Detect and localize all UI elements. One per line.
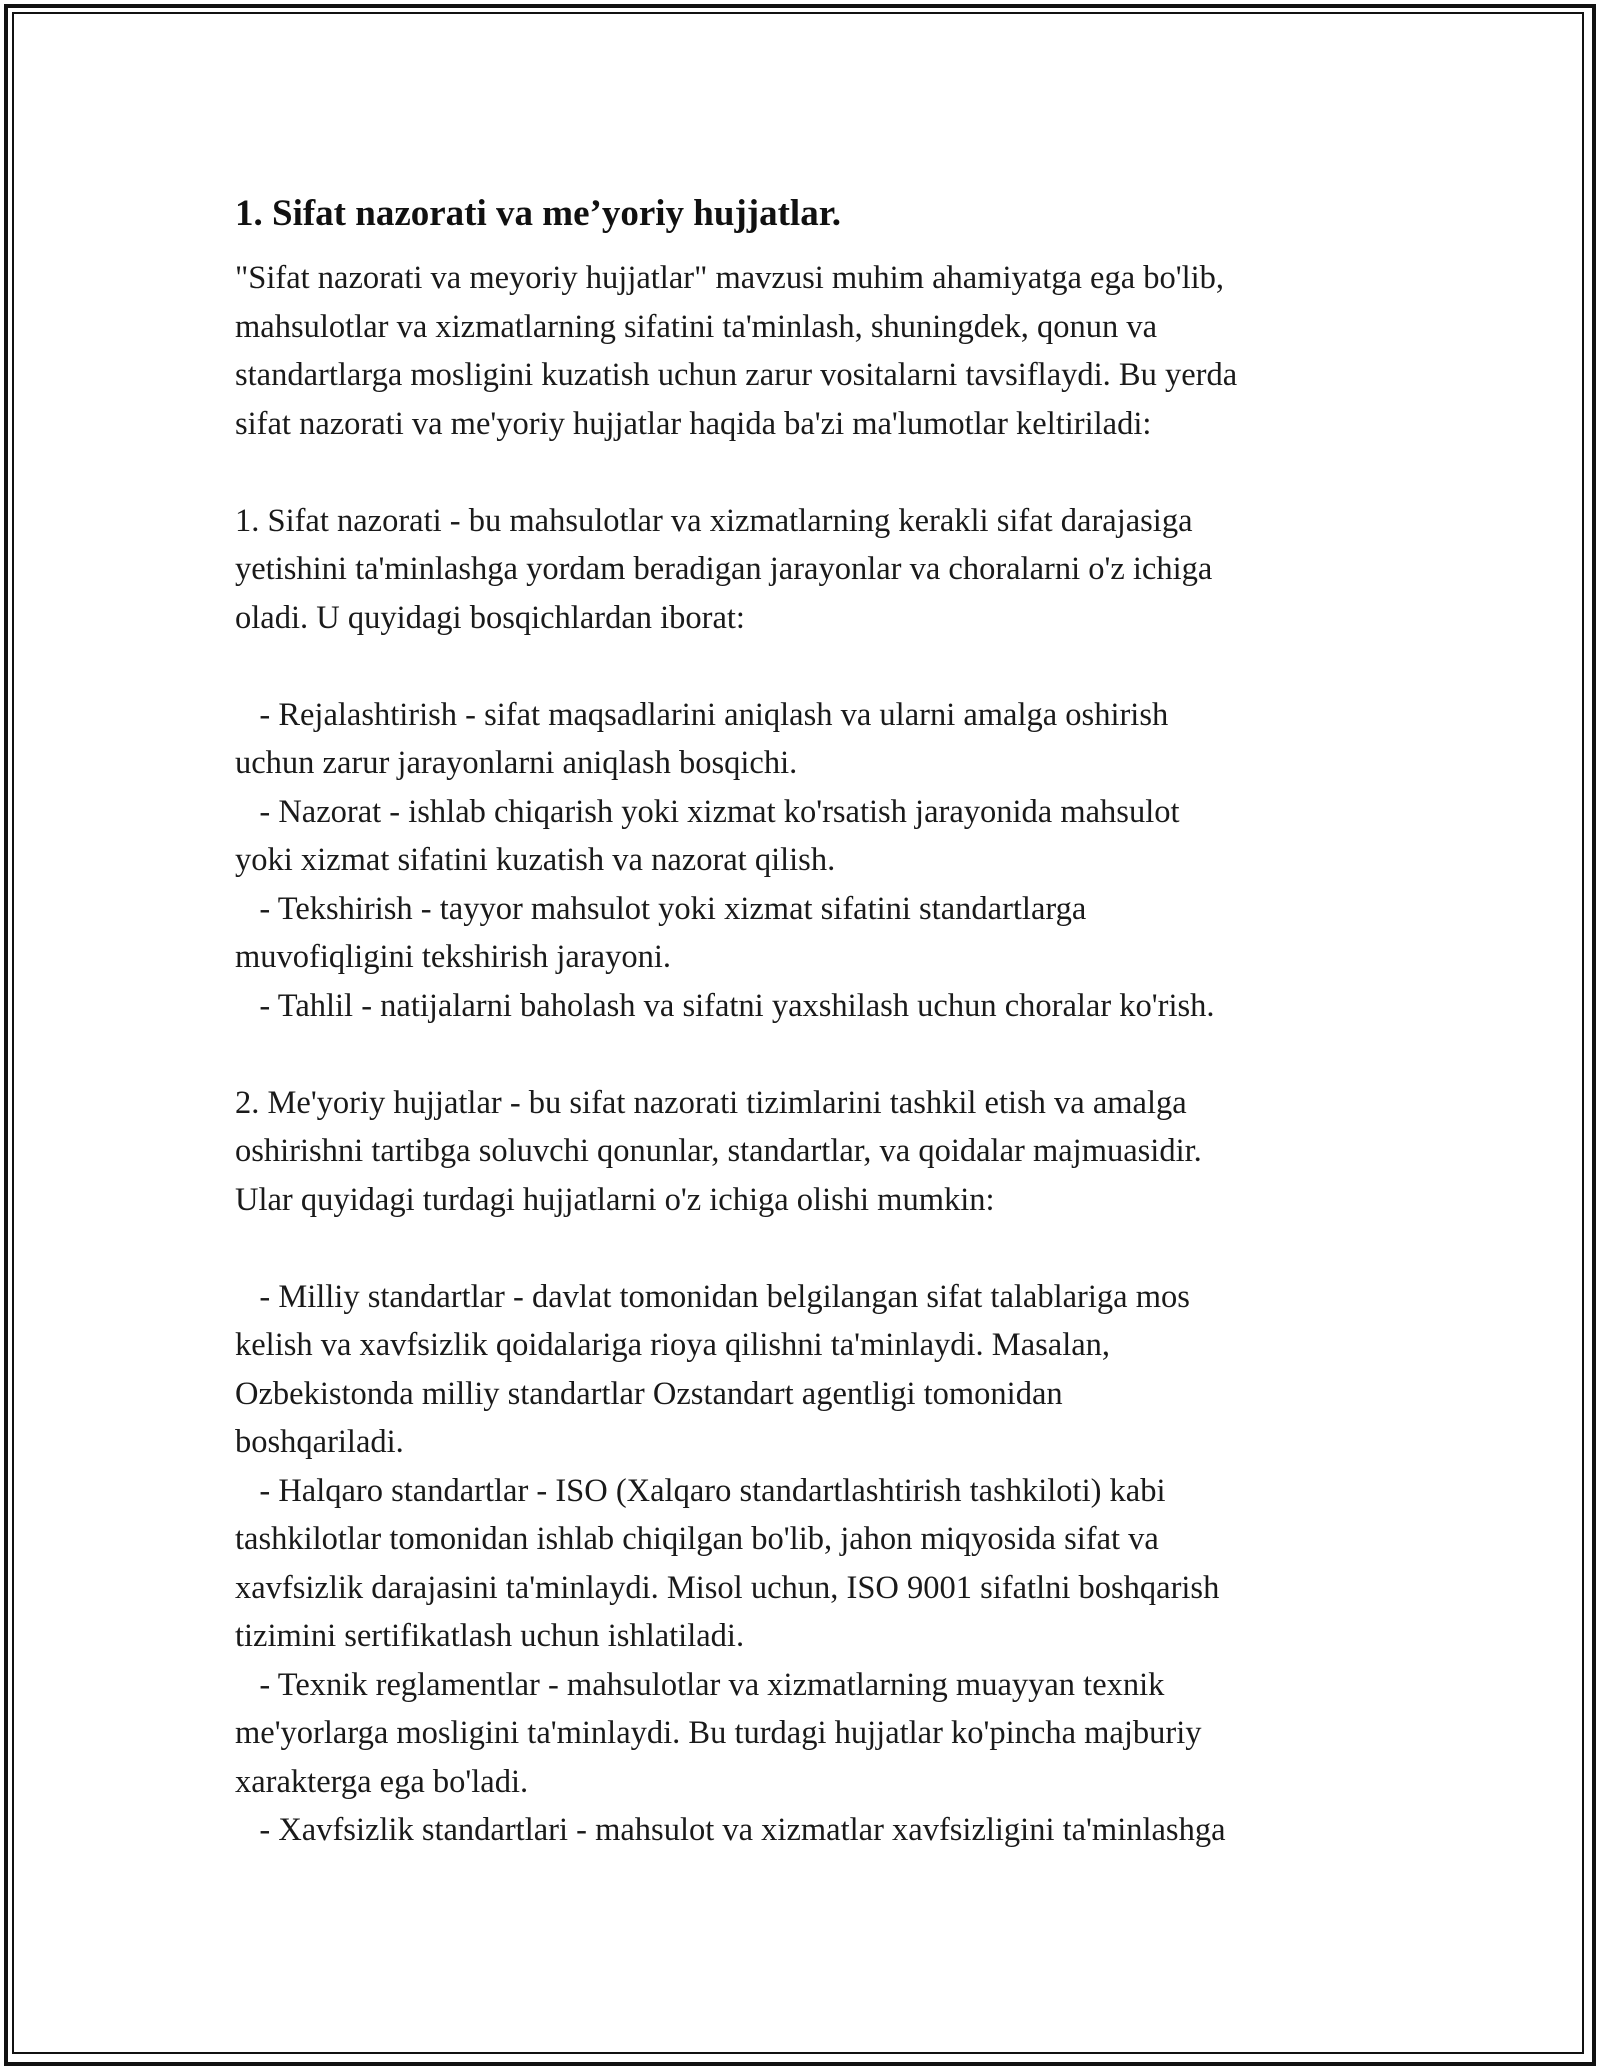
text-line: boshqariladi.	[235, 1424, 404, 1460]
text-line: sifat nazorati va me'yoriy hujjatlar haqida ba'zi ma'lumotlar keltiriladi:	[235, 405, 1152, 442]
text-line: me'yorlarga mosligini ta'minlaydi. Bu turdagi hujjatlar ko'pincha majburiy	[235, 1715, 1202, 1751]
blank-line	[235, 448, 1385, 497]
text-line: 1. Sifat nazorati - bu mahsulotlar va xizmatlarning kerakli sifat darajasiga	[235, 502, 1193, 539]
text-line: Ozbekistonda milliy standartlar Ozstandart agentligi tomonidan	[235, 1375, 1063, 1412]
text-line: uchun zarur jarayonlarni aniqlash bosqichi.	[235, 745, 798, 781]
section-heading: 1. Sifat nazorati va me’yoriy hujjatlar.	[235, 193, 841, 234]
document-body	[235, 186, 1385, 1855]
text-line: oladi. U quyidagi bosqichlardan iborat:	[235, 599, 745, 636]
blank-line	[235, 1030, 1385, 1079]
text-line: - Xavfsizlik standartlari - mahsulot va xizmatlar xavfsizligini ta'minlashga	[235, 1812, 1226, 1848]
text-line: xavfsizlik darajasini ta'minlaydi. Misol uchun, ISO 9001 sifatlni boshqarish	[235, 1569, 1220, 1606]
text-line: tashkilotlar tomonidan ishlab chiqilgan bo'lib, jahon miqyosida sifat va	[235, 1521, 1159, 1557]
text-line: - Nazorat - ishlab chiqarish yoki xizmat ko'rsatish jarayonida mahsulot	[235, 793, 1180, 830]
text-line: - Milliy standartlar - davlat tomonidan belgilangan sifat talablariga mos	[235, 1278, 1190, 1315]
text-line: standartlarga mosligini kuzatish uchun zarur vositalarni tavsiflaydi. Bu yerda	[235, 357, 1238, 393]
text-line: xarakterga ega bo'ladi.	[235, 1763, 529, 1800]
text-line: kelish va xavfsizlik qoidalariga rioya qilishni ta'minlaydi. Masalan,	[235, 1327, 1111, 1363]
text-line: - Halqaro standartlar - ISO (Xalqaro standartlashtirish tashkiloti) kabi	[235, 1472, 1166, 1509]
blank-line	[235, 642, 1385, 691]
text-line: - Texnik reglamentlar - mahsulotlar va xizmatlarning muayyan texnik	[235, 1666, 1165, 1703]
text-line: oshirishni tartibga soluvchi qonunlar, standartlar, va qoidalar majmuasidir.	[235, 1133, 1202, 1169]
text-line: - Tahlil - natijalarni baholash va sifatni yaxshilash uchun choralar ko'rish.	[235, 987, 1215, 1024]
text-line: - Rejalashtirish - sifat maqsadlarini aniqlash va ularni amalga oshirish	[235, 696, 1169, 733]
text-line: 2. Me'yoriy hujjatlar - bu sifat nazorati tizimlarini tashkil etish va amalga	[235, 1084, 1187, 1121]
paragraph-lines	[235, 254, 1385, 1855]
text-line: muvofiqligini tekshirish jarayoni.	[235, 939, 671, 975]
text-line: "Sifat nazorati va meyoriy hujjatlar" mavzusi muhim ahamiyatga ega bo'lib,	[235, 260, 1225, 296]
text-line: Ular quyidagi turdagi hujjatlarni o'z ichiga olishi mumkin:	[235, 1181, 995, 1218]
text-line: - Tekshirish - tayyor mahsulot yoki xizmat sifatini standartlarga	[235, 890, 1087, 927]
text-line: yetishini ta'minlashga yordam beradigan jarayonlar va choralarni o'z ichiga	[235, 551, 1213, 587]
blank-line	[235, 1224, 1385, 1273]
text-line: mahsulotlar va xizmatlarning sifatini ta'minlash, shuningdek, qonun va	[235, 308, 1157, 345]
text-line: tizimini sertifikatlash uchun ishlatiladi.	[235, 1618, 745, 1654]
text-line: yoki xizmat sifatini kuzatish va nazorat qilish.	[235, 842, 836, 878]
